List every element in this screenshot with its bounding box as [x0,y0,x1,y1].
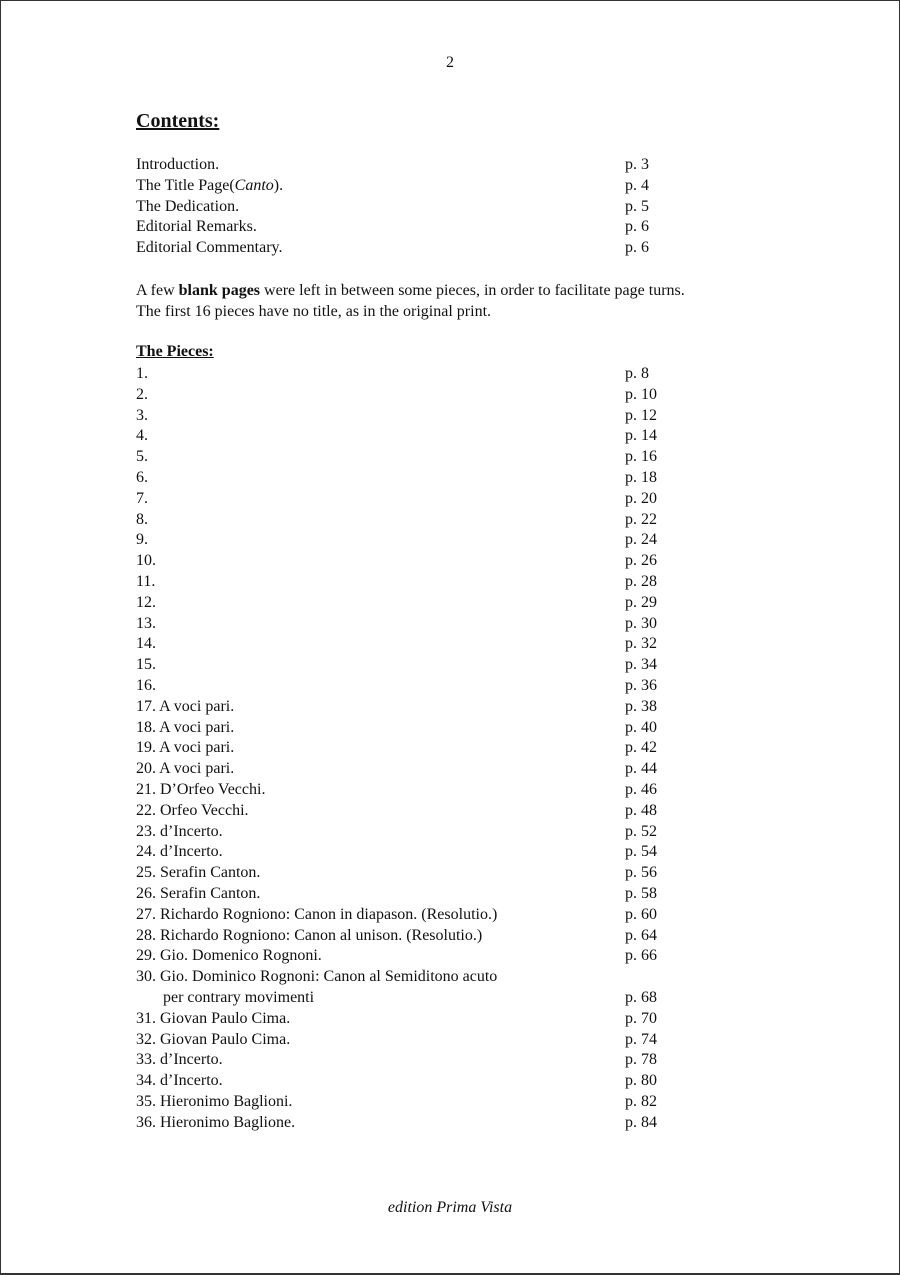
piece-page: p. 34 [625,656,657,674]
piece-page: p. 64 [625,926,657,944]
piece-title: 36. Hieronimo Baglione. [136,1113,296,1131]
note-text: A few [136,282,179,299]
piece-page: p. 56 [625,864,657,882]
piece-page: p. 8 [625,365,649,382]
toc-title: Introduction. [136,156,220,173]
toc-row [136,197,696,218]
piece-row [136,822,696,843]
piece-title: 33. d’Incerto. [136,1051,223,1069]
piece-page: p. 30 [625,614,657,632]
piece-title: 1. [136,365,148,382]
toc-row [136,217,696,238]
blank-pages-note [136,281,685,323]
toc-title-italic: Canto [234,176,274,194]
piece-page: p. 26 [625,552,657,570]
piece-title: 17. A voci pari. [136,697,235,715]
piece-row [136,780,696,801]
piece-page: p. 82 [625,1092,657,1110]
piece-title: 28. Richardo Rogniono: Canon al unison. (Resolutio.) [136,926,483,944]
piece-row [136,884,696,905]
piece-page: p. 40 [625,718,657,736]
piece-row [136,905,696,926]
piece-title: 34. d’Incerto. [136,1072,223,1090]
piece-title: 9. [136,531,148,549]
page-number: 2 [446,54,454,71]
piece-page: p. 66 [625,947,657,965]
toc-title-suffix: ). [273,176,284,194]
toc-title-prefix: The Title Page( [136,176,235,194]
piece-page: p. 70 [625,1009,657,1027]
piece-row [136,655,696,676]
toc-row [136,155,696,176]
footer-publisher: edition Prima Vista [387,1199,513,1216]
piece-row [136,946,696,967]
note-line-1 [136,281,685,302]
note-text: were left in between some pieces, in order to facilitate page turns. [260,282,685,299]
piece-page: p. 42 [625,739,657,757]
piece-page: p. 24 [625,531,657,549]
piece-title: 2. [136,385,148,403]
piece-page: p. 58 [625,884,657,902]
toc-title: Editorial Remarks. [136,218,257,236]
piece-title: 5. [136,448,148,466]
toc-row [136,238,696,259]
piece-row [136,593,696,614]
piece-title: per contrary movimenti [163,988,315,1006]
piece-row [136,738,696,759]
piece-title: 8. [136,510,148,528]
toc-page: p. 6 [625,239,649,257]
piece-row [136,385,696,406]
piece-title: 16. [136,676,156,694]
piece-row [136,967,696,988]
piece-row [136,406,696,427]
piece-row [136,614,696,635]
piece-page: p. 84 [625,1113,657,1131]
piece-page: p. 38 [625,697,657,715]
piece-title: 4. [136,427,148,445]
piece-row [136,988,696,1009]
piece-page: p. 18 [625,468,657,486]
piece-row [136,1113,696,1134]
piece-page: p. 44 [625,760,657,778]
piece-page: p. 28 [625,572,657,590]
piece-title: 18. A voci pari. [136,718,235,736]
piece-page: p. 16 [625,448,657,466]
piece-page: p. 12 [625,406,657,424]
piece-page: p. 36 [625,676,657,694]
piece-title: 22. Orfeo Vecchi. [136,801,249,819]
piece-title: 12. [136,593,156,611]
piece-row [136,676,696,697]
piece-page: p. 32 [625,635,657,653]
piece-title: 24. d’Incerto. [136,843,223,861]
piece-row [136,1050,696,1071]
piece-row [136,468,696,489]
piece-page: p. 74 [625,1030,657,1048]
piece-row [136,926,696,947]
toc-title: Editorial Commentary. [136,239,283,257]
piece-row [136,697,696,718]
piece-title: 31. Giovan Paulo Cima. [136,1009,291,1027]
piece-page: p. 48 [625,801,657,819]
piece-row [136,447,696,468]
piece-title: 35. Hieronimo Baglioni. [136,1092,293,1110]
piece-page: p. 10 [625,385,657,403]
piece-title: 7. [136,489,148,507]
piece-title: 25. Serafin Canton. [136,864,261,882]
piece-title: 21. D’Orfeo Vecchi. [136,780,266,798]
piece-row [136,530,696,551]
toc-row [136,176,696,197]
piece-title: 30. Gio. Dominico Rognoni: Canon al Semiditono acuto [136,968,498,986]
piece-title: 14. [136,635,156,653]
piece-title: 23. d’Incerto. [136,822,223,840]
piece-row [136,1009,696,1030]
piece-row [136,759,696,780]
piece-title: 32. Giovan Paulo Cima. [136,1030,291,1048]
piece-title: 13. [136,614,156,632]
piece-title: 10. [136,552,156,570]
piece-row [136,510,696,531]
note-bold-text: blank pages [178,282,261,299]
contents-list [136,155,696,259]
piece-row [136,863,696,884]
piece-page: p. 14 [625,427,657,445]
pieces-list [136,364,696,1133]
piece-row [136,551,696,572]
piece-title: 6. [136,468,148,486]
piece-title: 26. Serafin Canton. [136,884,261,902]
piece-title: 15. [136,656,156,674]
piece-row [136,1092,696,1113]
piece-page: p. 54 [625,843,657,861]
piece-page: p. 20 [625,489,657,507]
pieces-heading: The Pieces: [136,343,214,360]
piece-title: 11. [136,572,156,590]
piece-title: 29. Gio. Domenico Rognoni. [136,947,322,965]
piece-row [136,489,696,510]
piece-row [136,1030,696,1051]
piece-row [136,572,696,593]
piece-title: 3. [136,406,148,424]
piece-page: p. 29 [625,593,657,611]
piece-page: p. 52 [625,822,657,840]
piece-row [136,801,696,822]
toc-title: The Dedication. [136,197,240,215]
note-line-2: The first 16 pieces have no title, as in the original print. [136,302,492,320]
piece-row [136,364,696,385]
toc-page: p. 3 [625,156,649,173]
piece-page: p. 22 [625,510,657,528]
piece-row [136,718,696,739]
piece-page: p. 68 [625,988,657,1006]
toc-page: p. 5 [625,197,649,215]
piece-row [136,842,696,863]
piece-page: p. 46 [625,780,657,798]
toc-title [136,176,283,197]
piece-page: p. 78 [625,1051,657,1069]
contents-heading: Contents: [136,110,220,132]
toc-page: p. 4 [625,176,649,194]
piece-row [136,1071,696,1092]
piece-page: p. 60 [625,905,657,923]
piece-title: 19. A voci pari. [136,739,235,757]
piece-title: 27. Richardo Rogniono: Canon in diapason. (Resolutio.) [136,905,498,923]
piece-page: p. 80 [625,1072,657,1090]
piece-title: 20. A voci pari. [136,760,235,778]
piece-row [136,634,696,655]
toc-page: p. 6 [625,218,649,236]
piece-row [136,426,696,447]
